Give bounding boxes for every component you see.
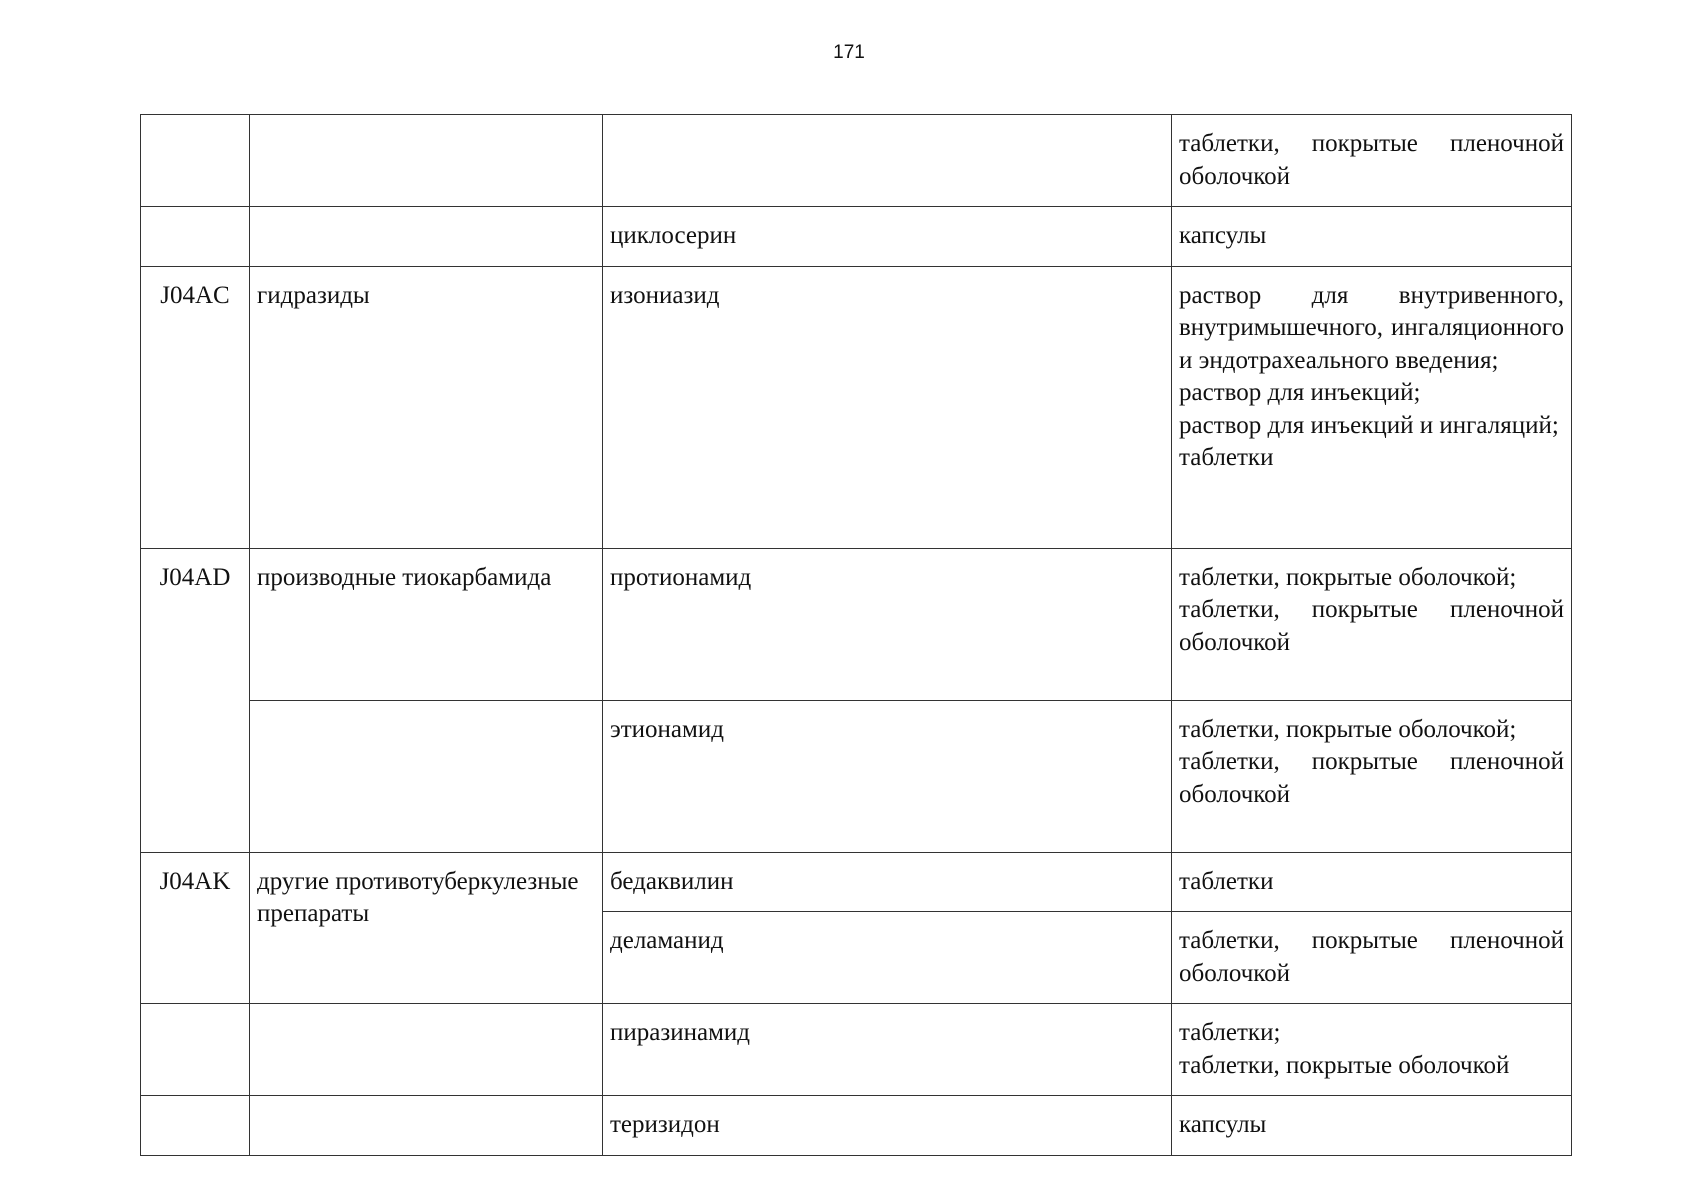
- dosage-form-cell: [1172, 548, 1572, 700]
- atc-code-cell: J04AC: [141, 266, 250, 548]
- dosage-form-text: раствор для инъекций;: [1179, 379, 1421, 406]
- group-cell: [250, 1096, 603, 1156]
- dosage-form-text: капсулы: [1179, 222, 1267, 249]
- drug-cell: изониазид: [603, 266, 1172, 548]
- table-row: [141, 852, 1572, 912]
- group-cell: [250, 115, 603, 207]
- drug-table: [140, 114, 1572, 1156]
- dosage-form-text: таблетки;: [1179, 1019, 1281, 1046]
- table-row: [141, 548, 1572, 700]
- dosage-form-text: таблетки, покрытые пленочной оболочкой: [1179, 927, 1564, 987]
- drug-cell: протионамид: [603, 548, 1172, 700]
- drug-cell: пиразинамид: [603, 1004, 1172, 1096]
- atc-code-cell: [141, 115, 250, 207]
- drug-cell: деламанид: [603, 912, 1172, 1004]
- dosage-form-text: таблетки, покрытые пленочной оболочкой: [1179, 130, 1564, 190]
- dosage-form-text: таблетки, покрытые оболочкой: [1179, 1051, 1510, 1079]
- atc-code-cell: [141, 1004, 250, 1096]
- table-row: [141, 266, 1572, 548]
- drug-cell: циклосерин: [603, 207, 1172, 267]
- table-row: [141, 700, 1572, 852]
- atc-code-cell: J04AD: [141, 548, 250, 852]
- dosage-form-text: таблетки, покрытые пленочной оболочкой: [1179, 596, 1564, 656]
- dosage-form-text: таблетки: [1179, 444, 1274, 471]
- drug-cell: [603, 115, 1172, 207]
- table-row: [141, 1004, 1572, 1096]
- dosage-form-text: таблетки: [1179, 867, 1274, 895]
- dosage-form-cell: [1172, 207, 1572, 267]
- dosage-form-cell: [1172, 700, 1572, 852]
- dosage-form-text: раствор для внутривенного, внутримышечного, ингаляционного и эндотрахеального введения;: [1179, 281, 1564, 374]
- atc-code-cell: [141, 1096, 250, 1156]
- table-row: [141, 115, 1572, 207]
- group-cell: гидразиды: [250, 266, 603, 548]
- dosage-form-cell: [1172, 912, 1572, 1004]
- dosage-form-text: раствор для инъекций и ингаляций;: [1179, 411, 1559, 439]
- dosage-form-cell: [1172, 852, 1572, 912]
- group-cell: другие противотуберкулезные препараты: [250, 852, 603, 1004]
- dosage-form-text: таблетки, покрытые оболочкой;: [1179, 563, 1517, 591]
- atc-code-cell: J04AK: [141, 852, 250, 1004]
- group-cell: [250, 700, 603, 852]
- table-row: [141, 1096, 1572, 1156]
- drug-cell: этионамид: [603, 700, 1172, 852]
- atc-code-cell: [141, 207, 250, 267]
- drug-cell: бедаквилин: [603, 852, 1172, 912]
- dosage-form-cell: [1172, 1004, 1572, 1096]
- dosage-form-cell: [1172, 1096, 1572, 1156]
- dosage-form-text: капсулы: [1179, 1111, 1267, 1138]
- drug-cell: теризидон: [603, 1096, 1172, 1156]
- page-number: 171: [833, 42, 865, 63]
- group-cell: [250, 207, 603, 267]
- table-row: [141, 207, 1572, 267]
- dosage-form-cell: [1172, 115, 1572, 207]
- dosage-form-cell: [1172, 266, 1572, 548]
- dosage-form-text: таблетки, покрытые оболочкой;: [1179, 715, 1517, 743]
- group-cell: [250, 1004, 603, 1096]
- dosage-form-text: таблетки, покрытые пленочной оболочкой: [1179, 748, 1564, 808]
- group-cell: производные тиокарбамида: [250, 548, 603, 700]
